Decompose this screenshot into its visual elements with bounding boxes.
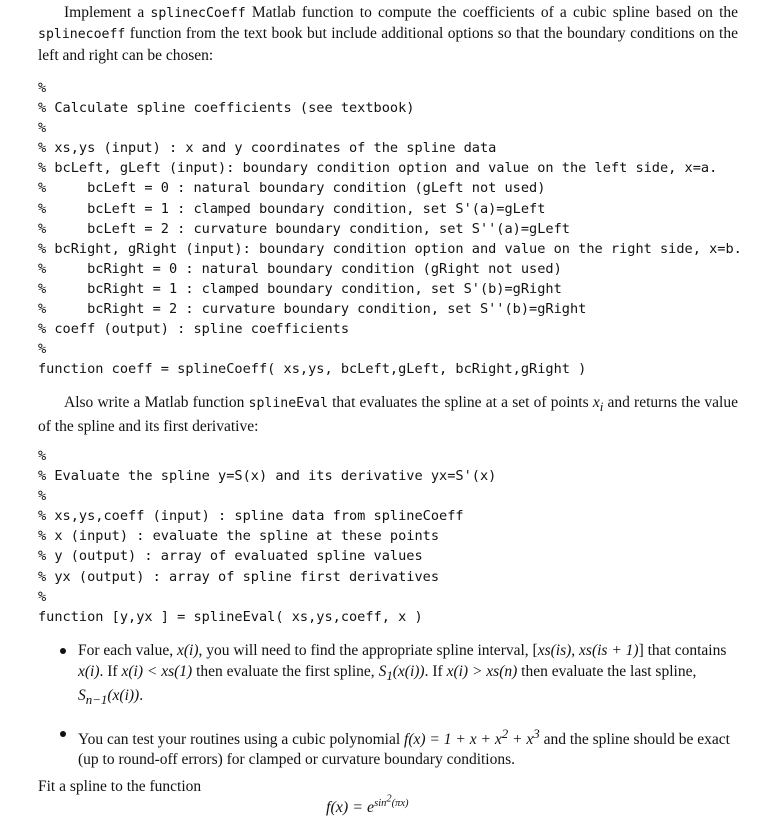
code-line: function coeff = splineCoeff( xs,ys, bcLeft,gLeft, bcRight,gRight ) [38, 361, 587, 378]
code-line: % xs,ys,coeff (input) : spline data from splineCoeff [38, 508, 464, 525]
code-line: % bcLeft = 2 : curvature boundary condition, set S''(a)=gLeft [38, 220, 570, 237]
code-line: % [38, 341, 47, 358]
code-block-spline-coeff [38, 78, 742, 379]
code-line: % yx (output) : array of spline first derivatives [38, 568, 440, 585]
eval-text-after: and returns the value of the spline and its first derivative: [38, 393, 738, 436]
code-line: % bcRight = 1 : clamped boundary condition, set S'(b)=gRight [38, 280, 562, 297]
bullet-item-test: You can test your routines using a cubic polynomial $f(x) = 1 + x + x^2 + x^3$ and the spline should be exact (up to round-off errors) for clamped or curvature boundary conditions. [60, 724, 740, 771]
bullet-list [60, 641, 740, 771]
code-line: % bcLeft, gLeft (input): boundary condition option and value on the left side, x=a. [38, 160, 718, 177]
code-line: function [y,yx ] = splineEval( xs,ys,coeff, x ) [38, 608, 423, 625]
code-line: % bcLeft = 0 : natural boundary condition (gLeft not used) [38, 180, 546, 197]
intro-paragraph [38, 3, 738, 67]
code-line: % bcRight, gRight (input): boundary condition option and value on the right side, x=b. [38, 240, 742, 257]
code-line: % x (input) : evaluate the spline at these points [38, 528, 440, 545]
bullet-item-interval: For each value, x(i), you will need to find the appropriate spline interval, [xs(is), xs(is + 1)] that contains x(i). If x(i) < xs(1) then evaluate the first spline, $S_1(x(i))$. If x(i) > xs(n) then evaluate the last spline, $S_{n-1}(x(i))$. [60, 641, 740, 711]
eval-intro-paragraph [38, 393, 738, 438]
code-line: % xs,ys (input) : x and y coordinates of the spline data [38, 140, 497, 157]
code-line: % bcRight = 2 : curvature boundary condition, set S''(b)=gRight [38, 301, 587, 318]
intro-text-before: Implement a [64, 3, 151, 21]
code-line: % [38, 448, 47, 464]
fit-paragraph: Fit a spline to the function [38, 777, 202, 795]
intro-func-name: splinecCoeff [150, 5, 246, 21]
code-line: % [38, 488, 47, 505]
eval-func-name: splineEval [248, 395, 328, 411]
intro-text-mid2: function from the text book but include additional options so that the boundary conditions on the left and right can be chosen: [38, 25, 738, 64]
eval-text-before: Also write a Matlab function [64, 393, 249, 411]
code-line: % bcLeft = 1 : clamped boundary condition, set S'(a)=gLeft [38, 200, 546, 217]
code-line: % [38, 120, 47, 137]
code-line: % [38, 588, 47, 605]
code-line: % Evaluate the spline y=S(x) and its derivative yx=S'(x) [38, 468, 497, 485]
intro-text-mid1: Matlab function to compute the coefficients of a cubic spline based on the [245, 3, 739, 21]
code-line: % [38, 80, 47, 96]
code-line: % coeff (output) : spline coefficients [38, 321, 349, 338]
code-line: % Calculate spline coefficients (see textbook) [38, 100, 415, 117]
intro-ref-func: splinecoeff [38, 27, 126, 42]
code-line: % y (output) : array of evaluated spline values [38, 548, 423, 565]
fit-formula: $f(x) = e^{sin^2(\pi x)}$ [326, 793, 409, 816]
code-line: % bcRight = 0 : natural boundary condition (gRight not used) [38, 260, 562, 277]
eval-text-mid: that evaluates the spline at a set of points [327, 393, 593, 411]
eval-math-var: $x_i$ [592, 393, 604, 414]
code-block-spline-eval [38, 446, 496, 627]
